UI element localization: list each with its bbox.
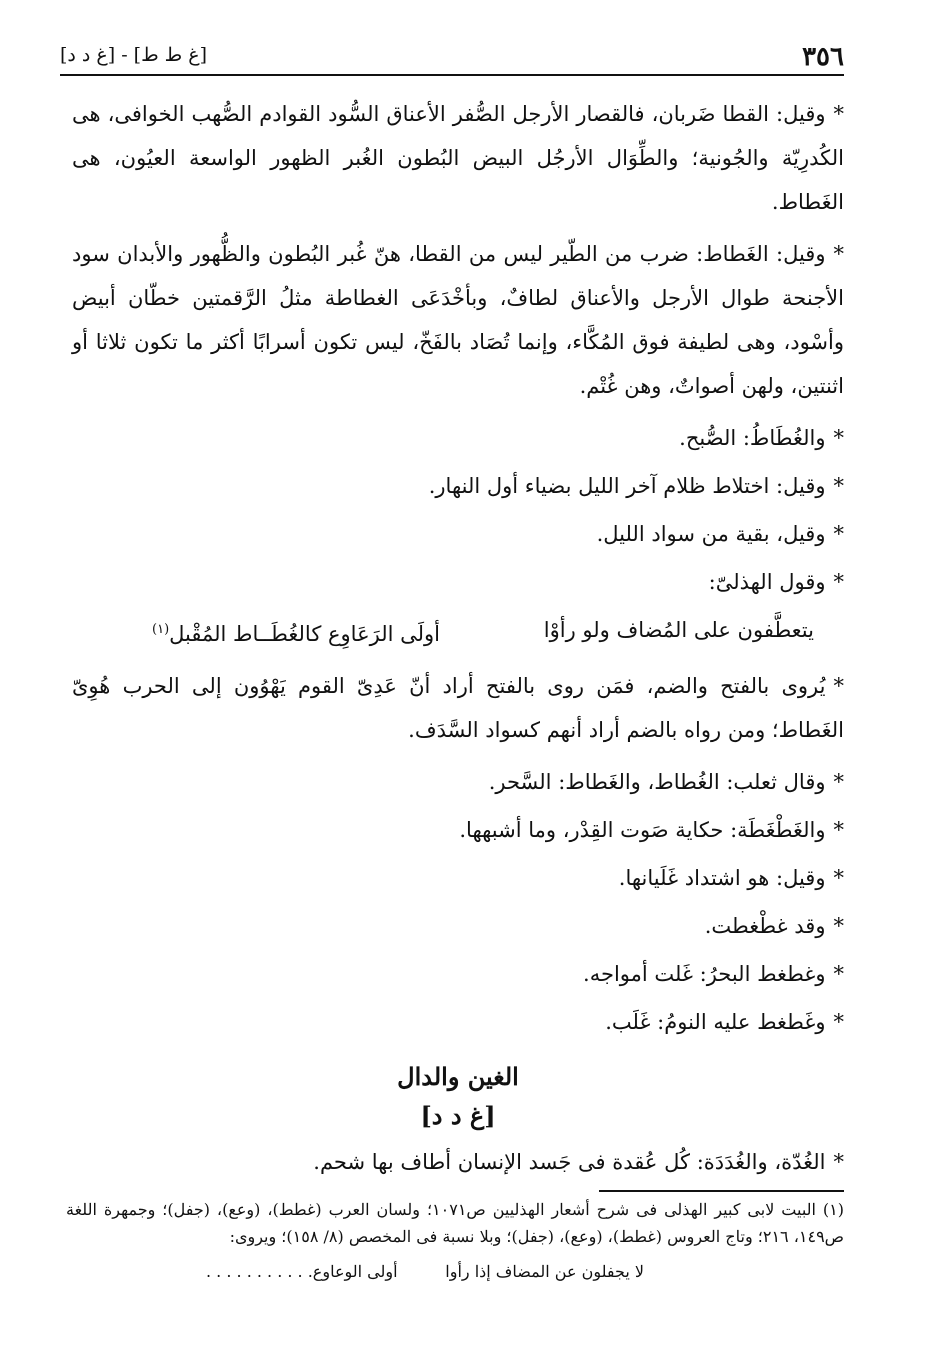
entry-paragraph: *وقيل: هو اشتداد غَلَيانها. bbox=[618, 866, 844, 890]
footnote-divider bbox=[599, 1190, 844, 1192]
asterisk-icon: * bbox=[833, 962, 844, 986]
footnote-verse-first: لا يجفلون عن المضاف إذا رأوا bbox=[445, 1262, 644, 1281]
entry-paragraph: *وقيل، بقية من سواد الليل. bbox=[596, 522, 844, 546]
page-header bbox=[60, 40, 844, 76]
entry-paragraph: *وقال ثعلب: الغُطاط، والغَطاط: السَّحر. bbox=[488, 770, 844, 794]
footnote-verse bbox=[66, 1258, 844, 1285]
section-title: الغين والدال bbox=[397, 1062, 519, 1091]
footnote-mark: (١) bbox=[152, 622, 170, 637]
page-body bbox=[72, 92, 844, 1188]
poetry-verse bbox=[72, 608, 844, 656]
entry-paragraph: *يُروى بالفتح والضم، فمَن روى بالفتح أراد أنّ عَدِىّ القوم يَهْوُون إلى الحرب هُوِىّ الغَطاط؛ ومن رواه بالضم أراد أنهم كسواد السَّدَف. bbox=[72, 674, 844, 742]
asterisk-icon: * bbox=[833, 674, 844, 698]
asterisk-icon: * bbox=[833, 474, 844, 498]
asterisk-icon: * bbox=[833, 770, 844, 794]
footnote-verse-second: أولى الوعاوع. . . . . . . . . . . bbox=[206, 1262, 398, 1281]
verse-second-hemistich: أولَى الرَعَاوِع كالغُطَــاط المُقْبل$^{(١)}$ bbox=[152, 622, 440, 646]
entry-paragraph: *والغُطَاطُ: الصُّبح. bbox=[679, 426, 844, 450]
asterisk-icon: * bbox=[833, 1150, 844, 1174]
footnotes bbox=[66, 1196, 844, 1285]
asterisk-icon: * bbox=[833, 426, 844, 450]
entry-paragraph: *والغَطْغَطَة: حكاية صَوت القِدْر، وما أشبهها. bbox=[459, 818, 844, 842]
header-root-range: [غ ط ط] - [غ د د] bbox=[60, 44, 208, 66]
entry-paragraph: *وقيل: القطا ضَربان، فالقصار الأرجل الصُّفر الأعناق السُّود القوادم الصُّهب الخوافى، هى الكُدرِيّة والجُونية؛ والطِّوَال الأرجُل البيض البُطون الغُبر الظهور الواسعة العيُون، هى الغَطاط. bbox=[72, 102, 845, 214]
asterisk-icon: * bbox=[833, 914, 844, 938]
footnote-text: (١) البيت لابى كبير الهذلى فى شرح أشعار الهذليين ص١٠٧١؛ ولسان العرب (غطط)، (وعع)، (جفل)؛ وجمهرة اللغة ص١٤٩، ٢١٦؛ وتاج العروس (غطط)، (وعع)، (جفل)؛ وبلا نسبة فى المخصص (٨/ ١٥٨)؛ ويروى: bbox=[66, 1200, 845, 1246]
asterisk-icon: * bbox=[833, 1010, 844, 1034]
verse-first-hemistich: يتعطَّفون على المُضاف ولو رأوْا bbox=[543, 618, 814, 642]
asterisk-icon: * bbox=[833, 522, 844, 546]
entry-paragraph: *وقول الهذلىّ: bbox=[708, 570, 844, 594]
asterisk-icon: * bbox=[833, 866, 844, 890]
asterisk-icon: * bbox=[833, 102, 844, 126]
root-heading: [غ د د] bbox=[420, 1101, 496, 1130]
asterisk-icon: * bbox=[833, 818, 844, 842]
asterisk-icon: * bbox=[833, 242, 844, 266]
asterisk-icon: * bbox=[833, 570, 844, 594]
page-number: ٣٥٦ bbox=[802, 42, 844, 72]
entry-paragraph: *وقد غطْغطت. bbox=[704, 914, 844, 938]
entry-paragraph: *وقيل: الغَطاط: ضرب من الطّير ليس من القطا، هنّ غُبر البُطون والظُّهور والأبدان سود الأجنحة طوال الأرجل والأعناق لطافٌ، وبأخْدَعَى الغطاطة مثلُ الرَّقمتين خطّان أبيض وأسْود، وهى لطيفة فوق المُكَّاء، وإنما تُصَاد بالفَخّ، ليس تكون أسرابًا أكثر ما تكون ثلاثا أو اثنتين، ولهن أصواتٌ، وهن غُتْم. bbox=[72, 242, 844, 398]
entry-paragraph: *وغطغط البحرُ: غَلت أمواجه. bbox=[583, 962, 844, 986]
entry-paragraph: *الغُدّة، والغُدَدَة: كُل عُقدة فى جَسد الإنسان أطاف بها شحم. bbox=[313, 1150, 844, 1174]
entry-paragraph: *وقيل: اختلاط ظلام آخر الليل بضياء أول النهار. bbox=[428, 474, 844, 498]
entry-paragraph: *وغَطغط عليه النومُ: غَلَب. bbox=[605, 1010, 844, 1034]
